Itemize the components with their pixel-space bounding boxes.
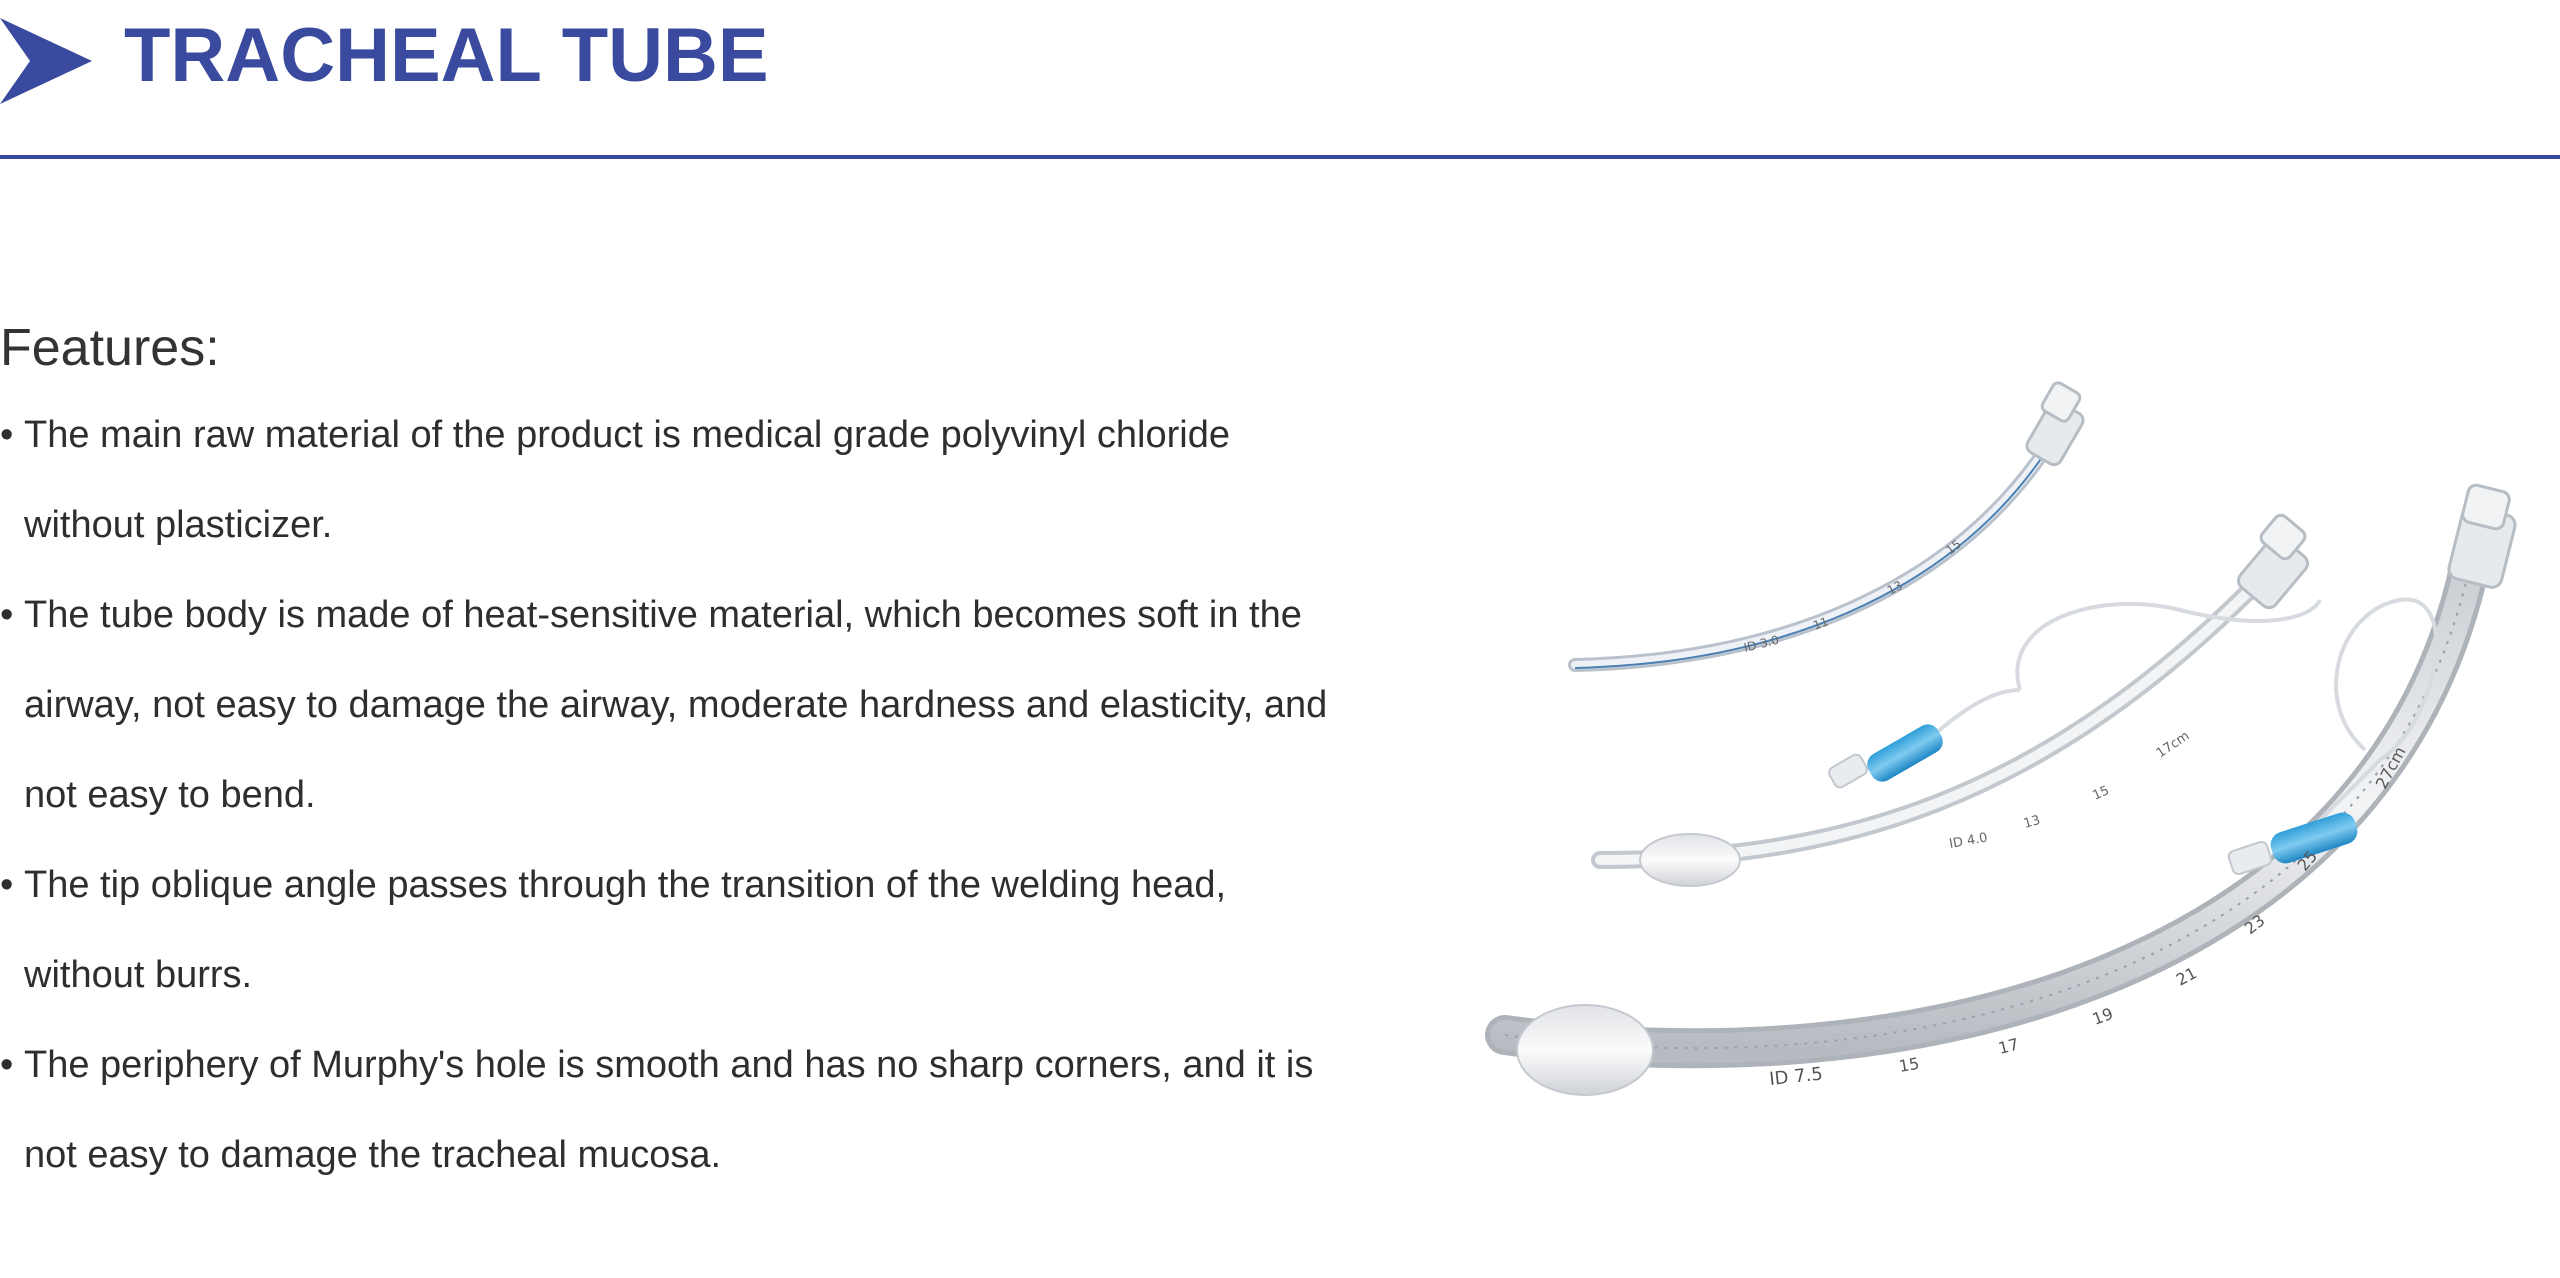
- feature-line: The periphery of Murphy's hole is smooth and has no sharp corners, and it is: [24, 1044, 1314, 1086]
- tracheal-tube-product-image: [1480, 360, 2560, 1150]
- feature-item: [0, 1020, 1480, 1200]
- large-tube-mark: 23: [2240, 910, 2269, 939]
- large-tube-label: ID 7.5: [1768, 1063, 1824, 1090]
- medium-tube: [1600, 512, 2320, 886]
- bullet: •: [0, 864, 14, 906]
- medium-tube-mark: 17cm: [2153, 728, 2193, 762]
- bullet: •: [0, 414, 14, 456]
- feature-line: not easy to damage the tracheal mucosa.: [24, 1134, 722, 1176]
- feature-line: without plasticizer.: [24, 504, 333, 546]
- feature-text: [24, 840, 1480, 1020]
- medium-tube-label: ID 4.0: [1948, 830, 1989, 852]
- header-divider: [0, 155, 2560, 159]
- feature-line: without burrs.: [24, 954, 253, 996]
- large-tube-mark: 17: [1996, 1034, 2021, 1058]
- bullet: •: [0, 1044, 14, 1086]
- small-tube-label: ID 3.0: [1742, 632, 1781, 655]
- feature-item: [0, 390, 1480, 570]
- feature-line: The main raw material of the product is medical grade polyvinyl chloride: [24, 414, 1230, 456]
- features-section: [0, 310, 1480, 1200]
- small-tube-mark: 15: [1943, 536, 1964, 558]
- feature-line: The tip oblique angle passes through the transition of the welding head,: [24, 864, 1227, 906]
- medium-tube-mark: 15: [2090, 783, 2112, 804]
- page-header: [0, 0, 2560, 160]
- feature-item: [0, 570, 1480, 840]
- large-tube: [1505, 483, 2517, 1095]
- feature-list: [0, 390, 1480, 1200]
- feature-line: not easy to bend.: [24, 774, 316, 816]
- feature-text: [24, 1020, 1480, 1200]
- chevron-right-icon: [0, 18, 92, 104]
- page-title: TRACHEAL TUBE: [124, 13, 769, 98]
- small-tube: [1575, 381, 2086, 668]
- feature-text: [24, 390, 1480, 570]
- large-tube-mark: 27cm: [2371, 743, 2410, 792]
- large-tube-mark: 15: [1897, 1053, 1921, 1076]
- large-tube-mark: 25: [2293, 846, 2322, 875]
- large-tube-mark: 21: [2172, 963, 2200, 990]
- features-heading: Features:: [0, 319, 220, 377]
- feature-text: [24, 570, 1480, 840]
- medium-tube-mark: 13: [2021, 812, 2043, 832]
- large-tube-mark: 19: [2089, 1003, 2116, 1029]
- feature-line: airway, not easy to damage the airway, moderate hardness and elasticity, and: [24, 684, 1328, 726]
- bullet: •: [0, 594, 14, 636]
- feature-line: The tube body is made of heat-sensitive material, which becomes soft in the: [24, 594, 1302, 636]
- feature-item: [0, 840, 1480, 1020]
- small-tube-mark: 11: [1811, 614, 1831, 633]
- small-tube-mark: 13: [1884, 578, 1905, 598]
